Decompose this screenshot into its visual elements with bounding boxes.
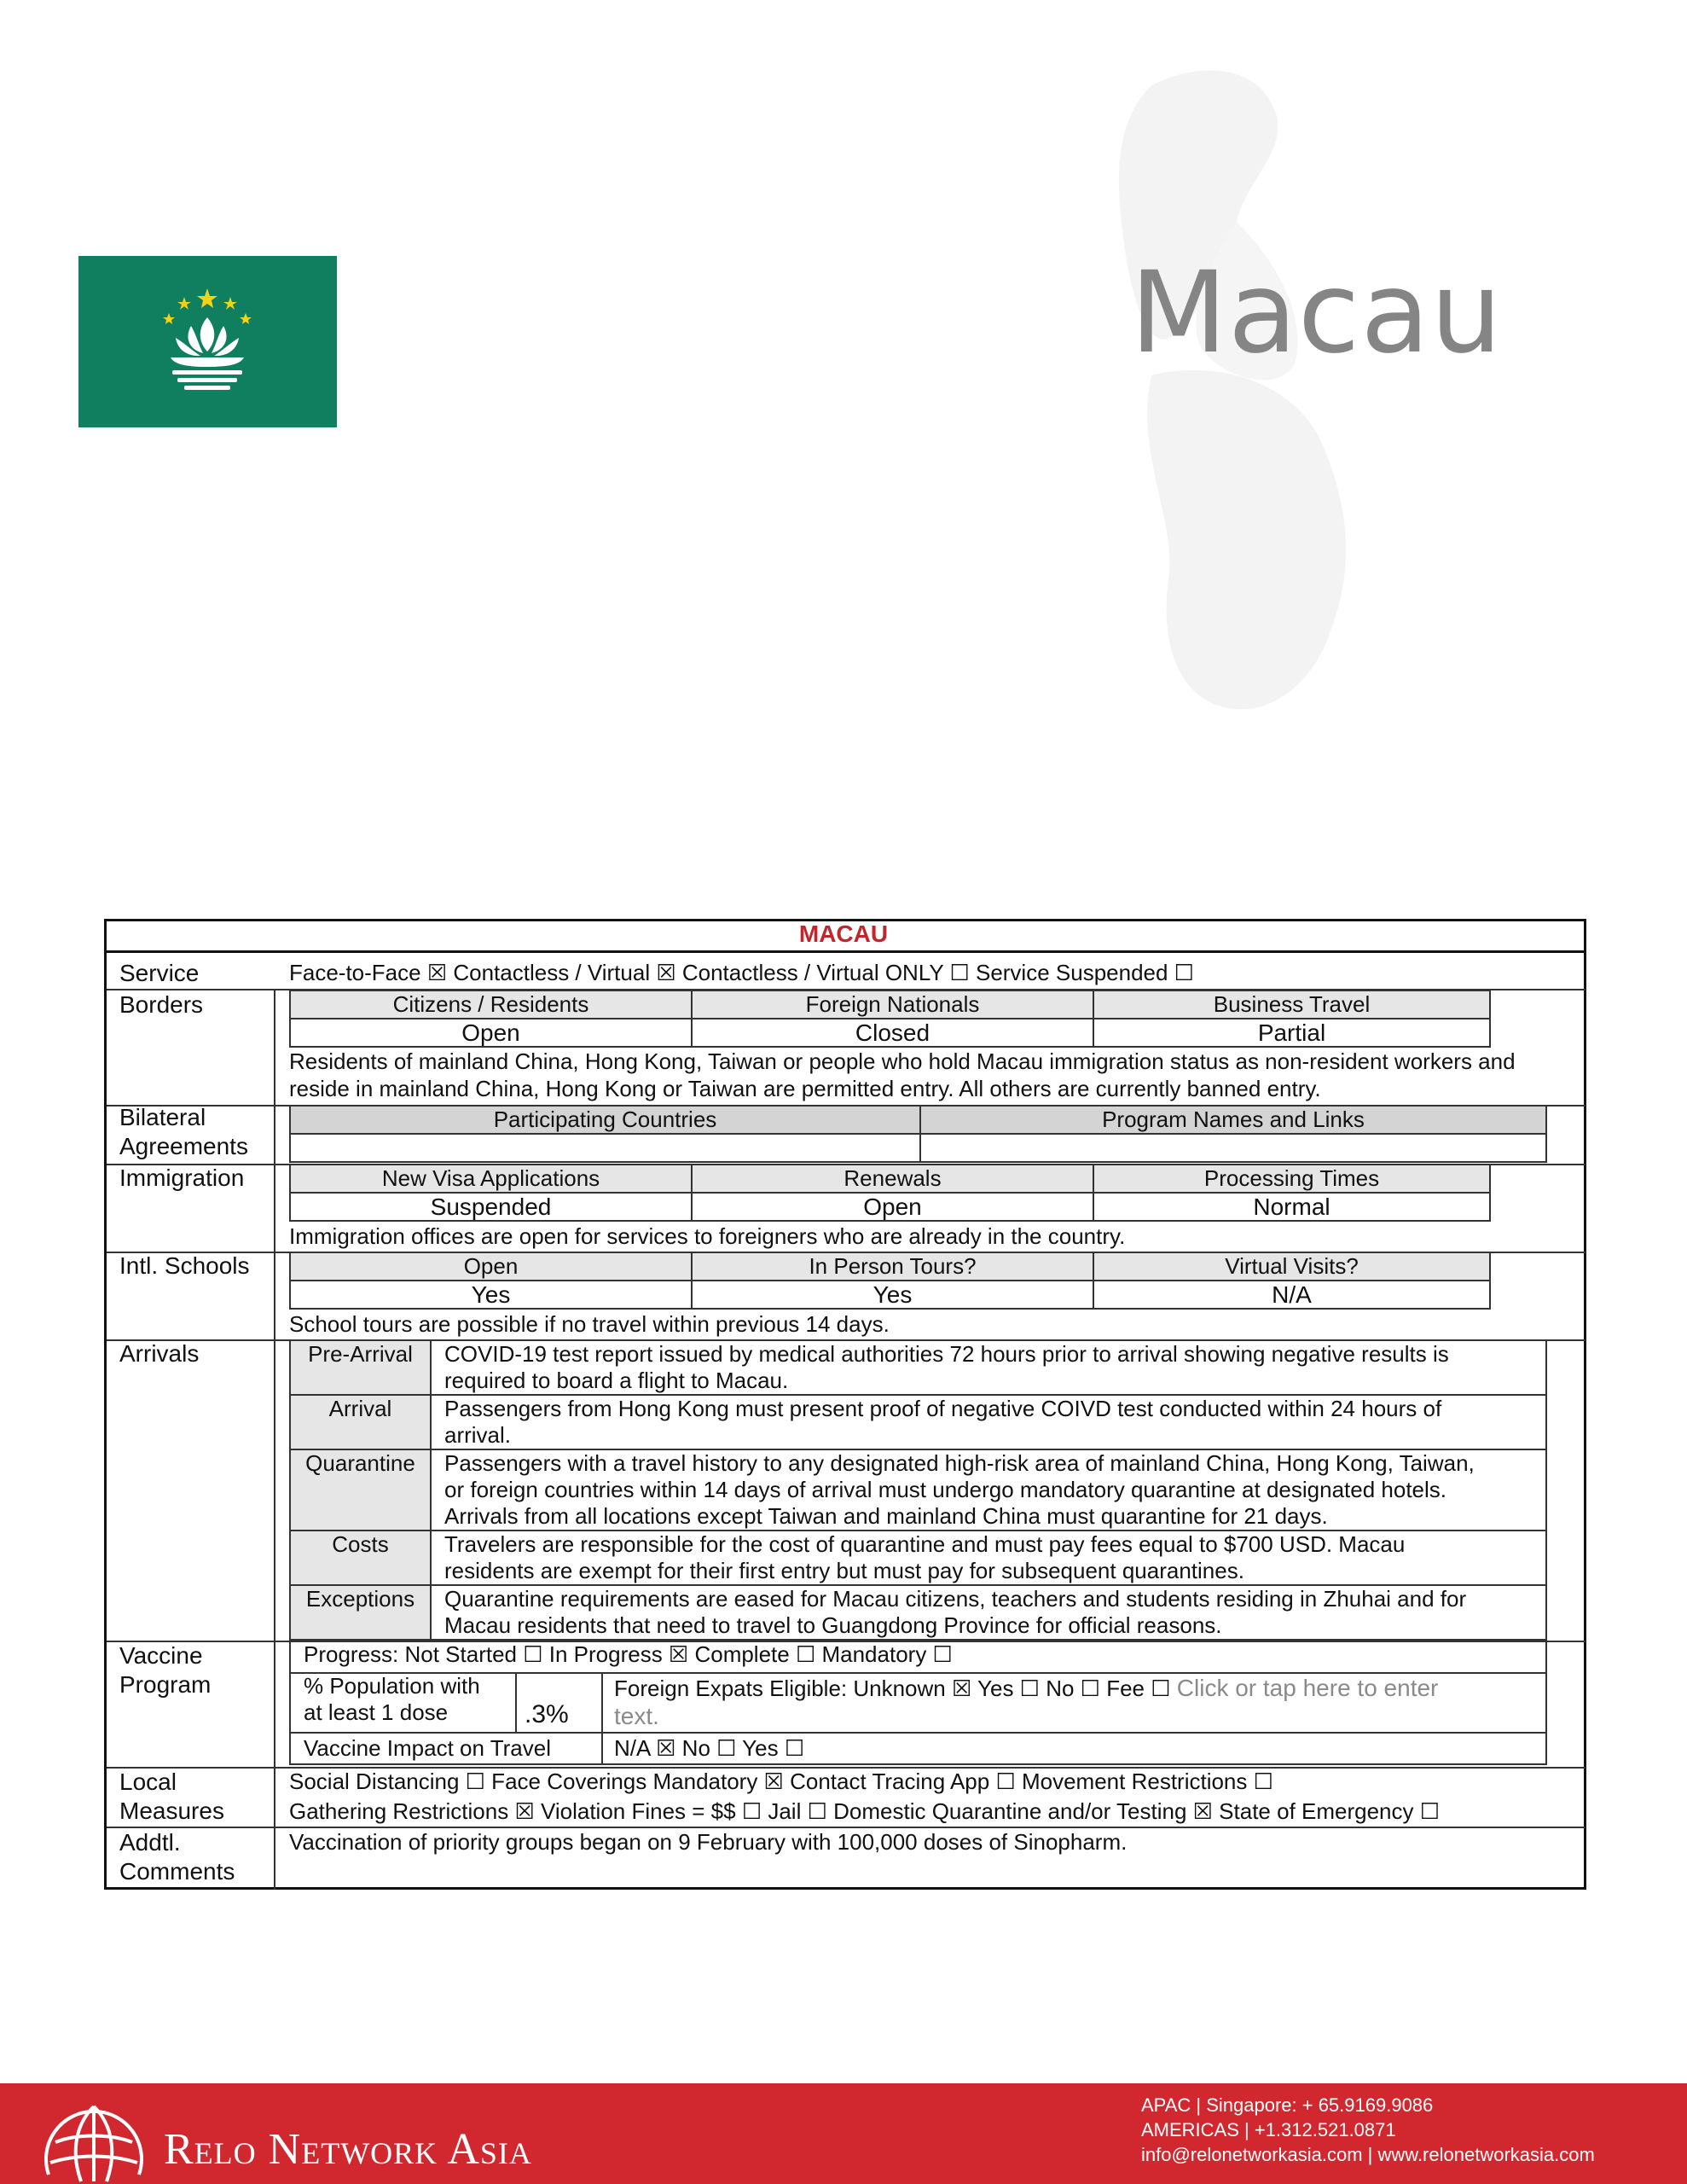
arrivals-key: Costs: [290, 1531, 431, 1585]
vaccine-impact-label: Vaccine Impact on Travel: [304, 1735, 551, 1761]
borders-label: Borders: [119, 991, 204, 1018]
schools-label: Intl. Schools: [119, 1252, 250, 1279]
borders-header: Citizens / Residents: [290, 990, 692, 1019]
schools-header: Open: [290, 1252, 692, 1281]
schools-note: School tours are possible if no travel within previous 14 days.: [289, 1311, 890, 1337]
immigration-value: Suspended: [290, 1193, 692, 1221]
comments-text: Vaccination of priority groups began on 9 February with 100,000 doses of Sinopharm.: [289, 1829, 1128, 1855]
brand-name: Relo Network Asia: [164, 2125, 532, 2174]
email-website[interactable]: info@relonetworkasia.com | www.relonetworkasia.com: [1141, 2144, 1595, 2165]
arrivals-detail-line: or foreign countries within 14 days of arrival must undergo mandatory quarantine at designated hotels.: [444, 1477, 1447, 1502]
borders-value: Partial: [1093, 1019, 1490, 1047]
arrivals-detail-line: required to board a flight to Macau.: [444, 1368, 789, 1393]
bilateral-label: Bilateral: [119, 1104, 206, 1130]
arrivals-row: [290, 1531, 1546, 1585]
service-label: Service: [119, 960, 200, 986]
service-options: Face-to-Face ☒ Contactless / Virtual ☒ Contactless / Virtual ONLY ☐ Service Suspended ☐: [289, 960, 1194, 985]
bilateral-header: Program Names and Links: [920, 1106, 1546, 1134]
comments-label: Comments: [119, 1858, 235, 1885]
arrivals-key: Quarantine: [290, 1449, 431, 1531]
arrivals-detail-line: Macau residents that need to travel to Guangdong Province for official reasons.: [444, 1612, 1222, 1638]
arrivals-detail-line: Travelers are responsible for the cost of quarantine and must pay fees equal to $700 USD. Macau: [444, 1531, 1406, 1557]
bilateral-cell: [290, 1134, 920, 1162]
col-divider: [601, 1672, 603, 1765]
arrivals-key: Arrival: [290, 1395, 431, 1449]
vaccine-progress: Progress: Not Started ☐ In Progress ☒ Complete ☐ Mandatory ☐: [304, 1641, 953, 1667]
arrivals-detail-line: Passengers from Hong Kong must present proof of negative COIVD test conducted within 24 hours of: [444, 1396, 1442, 1421]
immigration-header: New Visa Applications: [290, 1165, 692, 1193]
arrivals-detail-line: Arrivals from all locations except Taiwan and mainland China must quarantine for 21 days.: [444, 1503, 1328, 1529]
arrivals-detail: [431, 1585, 1546, 1640]
macau-map-watermark: [1100, 51, 1510, 725]
page-title: Macau: [1130, 247, 1503, 379]
immigration-note: Immigration offices are open for services to foreigners who are already in the country.: [289, 1223, 1126, 1249]
arrivals-row: [290, 1449, 1546, 1531]
arrivals-detail-line: residents are exempt for their first entry but must pay for subsequent quarantines.: [444, 1558, 1244, 1583]
arrivals-detail: [431, 1395, 1546, 1449]
bilateral-cell: [920, 1134, 1546, 1162]
schools-header: Virtual Visits?: [1093, 1252, 1490, 1281]
population-label: at least 1 dose: [304, 1699, 449, 1725]
schools-table: [289, 1252, 1491, 1310]
arrivals-detail-line: COVID-19 test report issued by medical authorities 72 hours prior to arrival showing negative results is: [444, 1341, 1449, 1367]
immigration-value: Normal: [1093, 1193, 1490, 1221]
population-value: .3%: [525, 1700, 569, 1728]
comments-label: Addtl.: [119, 1829, 181, 1856]
fee-input-placeholder[interactable]: Click or tap here to enter: [1176, 1675, 1439, 1701]
americas-contact: AMERICAS | +1.312.521.0871: [1141, 2119, 1396, 2140]
arrivals-row: [290, 1340, 1546, 1395]
schools-value: N/A: [1093, 1281, 1490, 1309]
bilateral-header: Participating Countries: [290, 1106, 920, 1134]
col-divider: [515, 1672, 517, 1732]
row-divider: [291, 1732, 1545, 1734]
borders-note-line: reside in mainland China, Hong Kong or Taiwan are permitted entry. All others are currently banned entry.: [289, 1076, 1321, 1101]
arrivals-row: [290, 1585, 1546, 1640]
apac-contact: APAC | Singapore: + 65.9169.9086: [1141, 2094, 1434, 2116]
arrivals-label: Arrivals: [119, 1340, 200, 1367]
immigration-header: Processing Times: [1093, 1165, 1490, 1193]
local-measures-line: Social Distancing ☐ Face Coverings Mandatory ☒ Contact Tracing App ☐ Movement Restrictions ☐: [289, 1769, 1273, 1794]
bilateral-label: Agreements: [119, 1133, 248, 1159]
vaccine-impact-value: N/A ☒ No ☐ Yes ☐: [614, 1735, 805, 1761]
schools-value: Yes: [290, 1281, 692, 1309]
arrivals-detail-line: Quarantine requirements are eased for Macau citizens, teachers and students residing in Zhuhai and for: [444, 1586, 1467, 1612]
borders-value: Closed: [692, 1019, 1093, 1047]
borders-note-line: Residents of mainland China, Hong Kong, Taiwan or people who hold Macau immigration status as non-resident workers and: [289, 1048, 1516, 1074]
vaccine-label: Vaccine: [119, 1642, 203, 1669]
table-heading: MACAU: [798, 921, 889, 947]
fee-input-placeholder-cont[interactable]: text.: [614, 1703, 659, 1729]
borders-table: [289, 990, 1491, 1048]
local-label: Measures: [119, 1798, 224, 1824]
arrivals-detail: [431, 1449, 1546, 1531]
borders-header: Foreign Nationals: [692, 990, 1093, 1019]
local-measures-line: Gathering Restrictions ☒ Violation Fines = $$ ☐ Jail ☐ Domestic Quarantine and/or Testing ☒ State of Emergency ☐: [289, 1798, 1441, 1824]
arrivals-key: Exceptions: [290, 1585, 431, 1640]
immigration-header: Renewals: [692, 1165, 1093, 1193]
column-divider: [274, 990, 275, 1890]
arrivals-detail-line: Passengers with a travel history to any designated high-risk area of mainland China, Hong Kong, Taiwan,: [444, 1450, 1475, 1476]
local-label: Local: [119, 1769, 177, 1795]
arrivals-row: [290, 1395, 1546, 1449]
schools-value: Yes: [692, 1281, 1093, 1309]
immigration-value: Open: [692, 1193, 1093, 1221]
schools-header: In Person Tours?: [692, 1252, 1093, 1281]
borders-header: Business Travel: [1093, 990, 1490, 1019]
row-divider: [107, 1827, 1586, 1828]
immigration-label: Immigration: [119, 1165, 245, 1191]
arrivals-key: Pre-Arrival: [290, 1340, 431, 1395]
expats-eligible-options: Foreign Expats Eligible: Unknown ☒ Yes ☐ No ☐ Fee ☐: [614, 1676, 1171, 1701]
population-label: % Population with: [304, 1673, 480, 1699]
vaccine-label: Program: [119, 1671, 212, 1698]
borders-value: Open: [290, 1019, 692, 1047]
arrivals-detail-line: arrival.: [444, 1422, 512, 1448]
bilateral-table: [289, 1105, 1547, 1163]
immigration-table: [289, 1164, 1491, 1222]
globe-logo-icon: [38, 2089, 149, 2184]
arrivals-detail: [431, 1531, 1546, 1585]
expats-eligible: [614, 1675, 1438, 1702]
arrivals-table: [289, 1339, 1547, 1641]
macau-flag: [78, 256, 337, 427]
arrivals-detail: [431, 1340, 1546, 1395]
